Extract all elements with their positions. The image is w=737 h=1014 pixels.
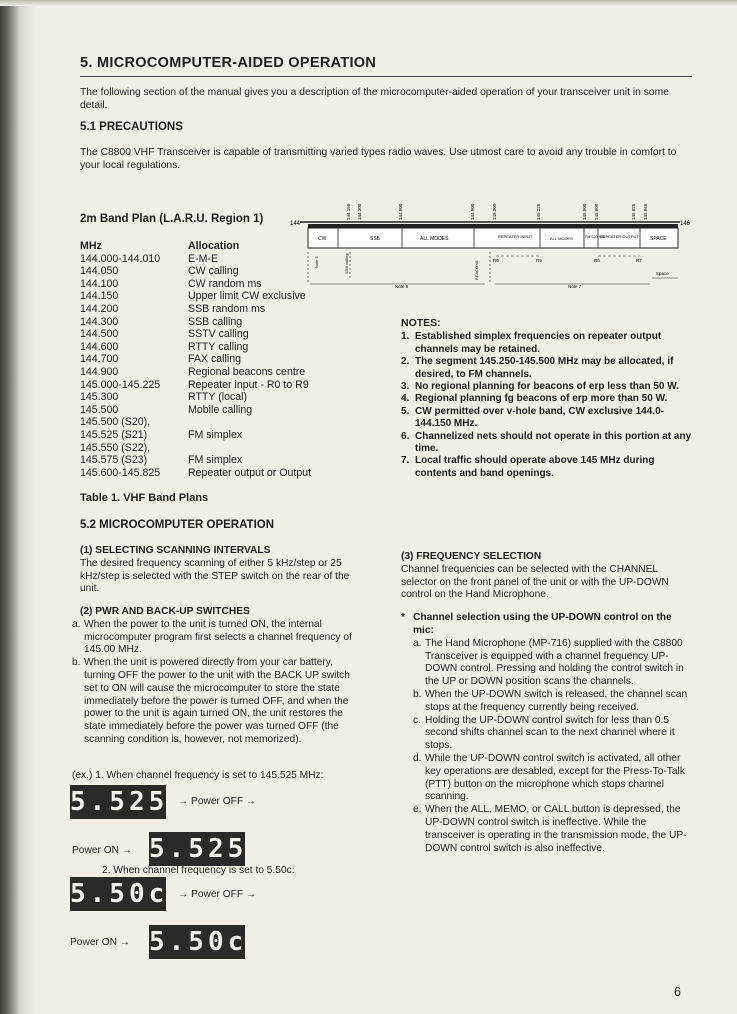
freq-item-d: d. While the UP-DOWN control switch is activated, all other key operations are desabled, except for the Press-To-Talk (PTT) button on the microphone which stops channel scanning.: [413, 753, 693, 804]
table-header: [80, 240, 380, 253]
mhz-cell: 144.000-144.010: [80, 252, 161, 265]
r9-label: R9: [536, 258, 542, 263]
segment-space: SPACE: [650, 236, 667, 242]
mhz-cell: 144.700: [80, 353, 119, 366]
freq-text-c: Holding the UP-DOWN control switch for less than 0.5 second shifts channel scan to the next channel where it stops.: [425, 714, 675, 752]
scan-section: [80, 545, 362, 596]
mhz-cell: 145.575 (S23): [80, 454, 148, 467]
alloc-cell: FM simplex: [188, 454, 243, 467]
display-5525-after: 5.525: [149, 834, 248, 864]
table-row: [80, 366, 380, 379]
freq-bullet: * Channel selection using the UP-DOWN control on the mic:: [401, 612, 693, 638]
example-1-text: (ex.) 1. When channel frequency is set to 145.525 MHz:: [72, 770, 324, 781]
alloc-cell: Repeater output or Output: [188, 466, 312, 479]
segment-cw: CW: [318, 236, 327, 242]
freq-bullet-text: Channel selection using the UP-DOWN control on the mic:: [413, 612, 672, 636]
top-edge: [0, 0, 737, 6]
note-number: 3.: [401, 381, 410, 393]
tick-label: 144.300: [357, 203, 362, 220]
section-title: 5. MICROCOMPUTER-AIDED OPERATION: [80, 55, 377, 71]
freq-section: [401, 551, 693, 855]
alloc-cell: SSTV calling: [188, 328, 249, 341]
note-text: Local traffic should operate above 145 MHz during contents and band openings.: [415, 455, 655, 479]
note-number: 5.: [401, 405, 410, 417]
note-number: 1.: [401, 331, 410, 343]
mhz-cell: 145.500: [80, 403, 119, 416]
tick-label: 145.000: [492, 203, 497, 220]
table-row: [80, 442, 380, 455]
mhz-cell: 144.050: [80, 265, 119, 278]
note-number: 6.: [401, 430, 410, 442]
table-row: [80, 416, 380, 429]
precautions-text: The C8800 VHF Transceiver is capable of transmitting varied types radio waves. Use utmost care to avoid any trouble in comfort to your local regulations.: [80, 147, 677, 171]
tick-labels: [346, 203, 648, 220]
alloc-cell: CW calling: [188, 265, 239, 278]
power-off-label-2: → Power OFF →: [178, 889, 257, 900]
display-5525-before: 5.525: [70, 787, 169, 817]
band-plan-title: 2m Band Plan (L.A.R.U. Region 1): [80, 213, 264, 225]
note-number: 4.: [401, 393, 410, 405]
table-row: [80, 303, 380, 316]
alloc-cell: FAX calling: [188, 353, 241, 366]
mhz-cell: 144.300: [80, 315, 119, 328]
note-item: [401, 331, 693, 356]
note-item: [401, 406, 693, 431]
mhz-cell: 145.550 (S22),: [80, 441, 151, 454]
note-text: The segment 145.250-145.500 MHz may be allocated, if desired, to FM channels.: [415, 356, 674, 380]
pwr-heading: (2) PWR AND BACK-UP SWITCHES: [80, 606, 250, 617]
alloc-cell: SSB random ms: [188, 302, 266, 315]
tick-label: 144.150: [346, 203, 351, 220]
note-item: [401, 431, 693, 456]
alloc-cell: Regional beacons centre: [188, 365, 306, 378]
table-row: [80, 265, 380, 278]
table-row: [80, 290, 380, 303]
power-on-label: Power ON →: [72, 845, 133, 856]
alloc-cell: E-M-E: [188, 252, 219, 265]
tick-label: 144.900: [470, 203, 475, 220]
freq-heading: (3) FREQUENCY SELECTION: [401, 551, 542, 562]
power-off-label: → Power OFF →: [178, 796, 257, 807]
segment-all-modes: ALL MODES: [420, 236, 449, 242]
alloc-cell: FM simplex: [188, 428, 243, 441]
r0-label: R0: [493, 258, 499, 263]
table-row: [80, 341, 380, 354]
power-on-label-2: Power ON →: [70, 937, 131, 948]
note-5-label: Note 5: [314, 256, 319, 268]
space-label: Space: [656, 271, 669, 276]
mhz-cell: 145.500 (S20),: [80, 416, 151, 429]
operation-heading: 5.2 MICROCOMPUTER OPERATION: [80, 519, 275, 531]
alloc-cell: RTTY calling: [188, 340, 249, 353]
band-end-label: 146: [680, 221, 690, 227]
segment-all-modes-2: ALL MODES: [550, 236, 573, 241]
col-allocation: Allocation: [188, 240, 240, 252]
col-mhz: MHz: [80, 240, 102, 252]
note-item: [401, 381, 693, 393]
mhz-cell: 144.900: [80, 365, 119, 378]
mhz-cell: 145.000-145.225: [80, 378, 161, 391]
table-row: [80, 253, 380, 266]
freq-text-b: When the UP-DOWN switch is released, the channel scan stops at the frequency currently being received.: [425, 688, 688, 713]
table-row: [80, 404, 380, 417]
freq-text: Channel frequencies can be selected with the CHANNEL selector on the front panel of the unit or with the UP-DOWN control on the Hand Microphone.: [401, 563, 669, 601]
tick-label: 144.500: [398, 203, 403, 220]
note-item: [401, 356, 693, 381]
pwr-section: [72, 606, 362, 747]
mhz-cell: 144.600: [80, 340, 119, 353]
example-2-text: 2. When channel frequency is set to 5.50c:: [102, 865, 295, 876]
segment-repeater-input: REPEATER INPUT: [498, 234, 533, 239]
pwr-text-b: When the unit is powered directly from your car battery, turning OFF the power to the unit with the BACK UP switch set to ON will cause the microcomputer to store the state immediately before the power is turned OFF, and when the power to the unit is again turned ON, the unit restores the state immediately before the power was turned OFF (the scanning condition is, however, not memorized).: [84, 657, 350, 745]
notes-block: [401, 317, 693, 480]
mhz-cell: 144.100: [80, 277, 119, 290]
tick-label: 145.500: [582, 203, 587, 220]
note-text: CW permitted over v-hole band, CW exclusive 144.0-144.150 MHz.: [415, 405, 664, 430]
freq-item-b: b. When the UP-DOWN switch is released, the channel scan stops at the frequency currently being received.: [413, 689, 693, 715]
freq-text-a: The Hand Microphone (MP-716) supplied with the C8800 Transceiver is equipped with a channel frequency UP-DOWN control. Pressing and holding the control switch in the UP or DOWN position scans the channels.: [425, 637, 684, 688]
note-number: 7.: [401, 455, 410, 467]
beacons-label: BEACONS: [474, 260, 479, 280]
table-row: [80, 316, 380, 329]
table-row: [80, 379, 380, 392]
page-number: 6: [674, 985, 681, 999]
freq-item-a: a. The Hand Microphone (MP-716) supplied with the C8800 Transceiver is equipped with a channel frequency UP-DOWN control. Pressing and holding the control switch in the UP or DOWN position scans the channels.: [413, 638, 693, 689]
mhz-cell: 145.300: [80, 391, 119, 404]
binding-edge: [0, 0, 36, 1014]
tick-label: 145.825: [631, 203, 636, 220]
note-text: Regional planning fg beacons of erp more than 50 W.: [415, 393, 668, 405]
alloc-cell: Repeater input - R0 to R9: [188, 378, 309, 391]
mhz-cell: 144.500: [80, 328, 119, 341]
alloc-cell: Mobile calling: [188, 403, 253, 416]
pwr-item-a: a. When the power to the unit is turned ON, the internal microcomputer program first selects a channel frequency of 145.00 MHz.: [72, 619, 362, 657]
note-text: Channelized nets should not operate in this portion at any time.: [415, 430, 692, 455]
r0-output-label: R0: [594, 258, 600, 263]
note-text: No regional planning for beacons of erp less than 50 W.: [415, 381, 679, 393]
table-row: [80, 353, 380, 366]
tick-label: 145.845: [643, 203, 648, 220]
freq-item-c: c. Holding the UP-DOWN control switch for less than 0.5 second shifts channel scan to the next channel where it stops.: [413, 715, 693, 753]
mhz-cell: 145.600-145.825: [80, 466, 161, 479]
segment-ssb: SSB: [370, 236, 381, 242]
intro-text: The following section of the manual gives you a description of the microcomputer-aided operation of your transceiver unit in some detail.: [80, 87, 669, 111]
note-7-label: Note 7: [568, 284, 582, 289]
alloc-cell: RTTY (local): [188, 391, 248, 404]
mhz-cell: 144.200: [80, 302, 119, 315]
alloc-cell: SSB calling: [188, 315, 243, 328]
note-item: [401, 393, 693, 405]
r7-label: R7: [636, 258, 642, 263]
display-550c-after: 5.50c: [149, 927, 248, 957]
scan-heading: (1) SELECTING SCANNING INTERVALS: [80, 545, 271, 556]
alloc-cell: Upper limit CW exclusive: [188, 290, 306, 303]
freq-text-d: While the UP-DOWN control switch is activated, all other key operations are desabled, except for the Press-To-Talk (PTT) button on the microphone which stops channel scanning.: [425, 752, 685, 803]
freq-text-e: When the ALL, MEMO, or CALL button is depressed, the UP-DOWN control switch is ineffective. While the transceiver is operating in the transmission mode, the UP-DOWN control switch is also ineffective.: [425, 804, 687, 854]
precautions-heading: 5.1 PRECAUTIONS: [80, 121, 183, 133]
table-row: [80, 328, 380, 341]
display-550c-before: 5.50c: [70, 879, 169, 909]
table-row: [80, 454, 380, 467]
table-row: [80, 278, 380, 291]
tick-label: 145.600: [594, 203, 599, 220]
alloc-cell: CW random ms: [188, 277, 262, 290]
mhz-cell: 145.525 (S21): [80, 428, 148, 441]
table-row: [80, 429, 380, 442]
ssb-calling-label: SSB calling: [344, 253, 349, 274]
note-item: [401, 455, 693, 480]
table-row: [80, 467, 380, 480]
table-caption: Table 1. VHF Band Plans: [80, 492, 209, 504]
segment-fm-simplex: FM S20 S23: [585, 235, 605, 239]
table-row: [80, 391, 380, 404]
mhz-cell: 144.150: [80, 290, 119, 303]
note-6-label: Note 6: [395, 284, 409, 289]
tick-label: 145.225: [536, 203, 541, 220]
segment-repeater-output: REPEATER OUTPUT: [600, 234, 639, 239]
band-start-label: 144: [290, 221, 301, 227]
band-plan-table: [80, 240, 380, 479]
freq-items: [401, 638, 693, 856]
pwr-item-b: b. When the unit is powered directly from your car battery, turning OFF the power to the unit with the BACK UP switch set to ON will cause the microcomputer to store the state immediately before the power is turned OFF, and when the power to the unit is again turned ON, the unit restores the state immediately before the power was turned OFF (the scanning condition is, however, not memorized).: [72, 657, 362, 747]
notes-title: NOTES:: [401, 317, 441, 329]
note-number: 2.: [401, 356, 410, 368]
scan-text: The desired frequency scanning of either 5 kHz/step or 25 kHz/step is selected with the STEP switch on the rear of the unit.: [80, 557, 350, 595]
note-text: Established simplex frequencies on repeater output channels may be retained.: [415, 331, 662, 355]
title-rule: [80, 76, 692, 77]
freq-item-e: e. When the ALL, MEMO, or CALL button is depressed, the UP-DOWN control switch is ineffective. While the transceiver is operating in the transmission mode, the UP-DOWN control switch is also ineffective.: [413, 804, 693, 855]
pwr-text-a: When the power to the unit is turned ON, the internal microcomputer program first selects a channel frequency of 145.00 MHz.: [84, 618, 352, 656]
